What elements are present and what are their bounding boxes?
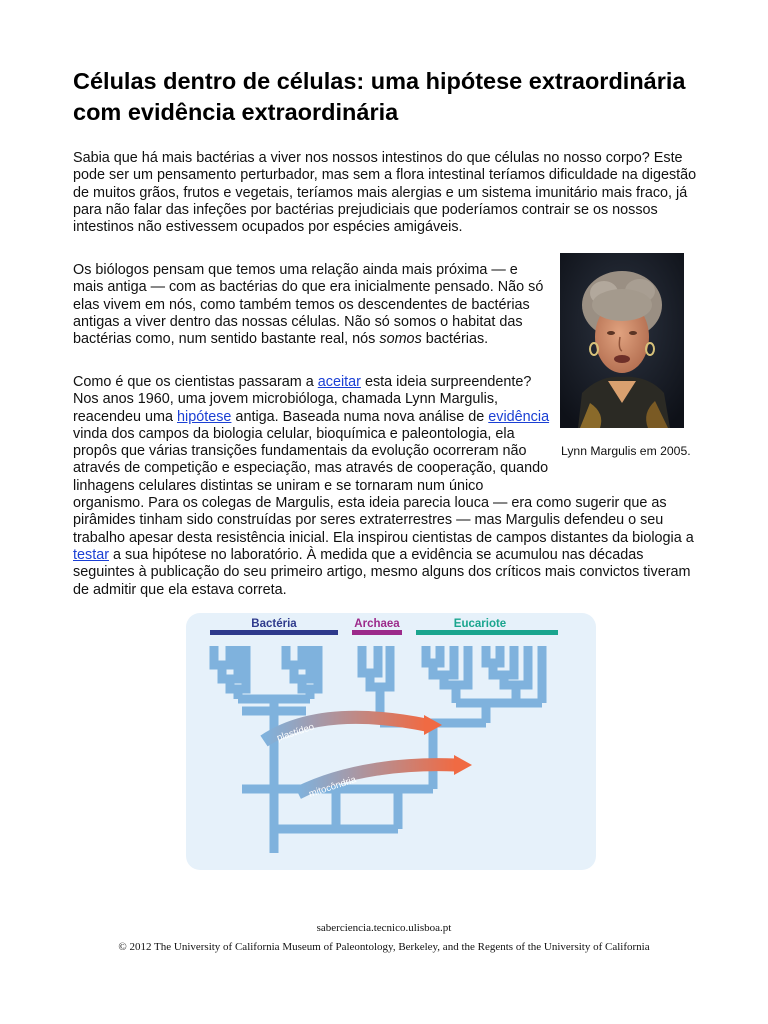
plastid-label: plastídeo xyxy=(275,721,316,744)
article-title: Células dentro de células: uma hipótese extraordinária com evidência extraordinária xyxy=(73,68,686,125)
eukaryote-bar xyxy=(416,630,558,635)
archaea-label: Archaea xyxy=(354,618,400,630)
link-aceitar[interactable]: aceitar xyxy=(317,374,361,390)
bacteria-bar xyxy=(210,630,338,635)
footer-copyright: © 2012 The University of California Museum of Paleontology, Berkeley, and the Regents of the University of California xyxy=(118,941,650,953)
paragraph-text-2: esta ideia surpreendente? Nos anos 1960, uma jovem microbióloga, chamada Lynn Margulis, reacendeu uma xyxy=(73,374,532,425)
paragraph-text: Os biólogos pensam que temos uma relação ainda mais próxima — e mais antiga — com as bactérias do que era inicialmente pensado. Não só elas vivem em nós, como também temos os descendentes de bactérias antigas a viver dentro das nossas células. Não só somos o habitat das bactérias como, num sentido bastante real, nós xyxy=(73,262,544,348)
portrait-photo xyxy=(560,253,684,428)
link-evidencia[interactable]: evidência xyxy=(488,408,550,425)
emphasis-somos: somos xyxy=(379,331,422,348)
footer-site: saberciencia.tecnico.ulisboa.pt xyxy=(316,922,452,934)
paragraph-intro: Sabia que há mais bactérias a viver nos nossos intestinos do que células no nosso corpo? Este pode ser um pensamento perturbador, mas sem a flora intestinal teríamos dificuldade na digestão de muitos grãos, frutos e vegetais, teríamos mais alergias e um sistema imunitário mais fraco, já para não falar das infeções por bactérias prejudiciais que poderíamos contrair se os nossos intestinos não estivessem ocupados por espécies amigáveis. xyxy=(73,150,697,236)
paragraph-text-5: a sua hipótese no laboratório. À medida que a evidência se acumulou nas décadas seguintes à publicação do seu primeiro artigo, mesmo alguns dos críticos mais convictos tiveram de admitir que ela estava correta. xyxy=(73,546,691,598)
link-hipotese[interactable]: hipótese xyxy=(177,408,232,425)
paragraph-text-1: Como é que os cientistas passaram a xyxy=(73,374,318,390)
paragraph-relationship xyxy=(73,262,551,348)
paragraph-text-4: vinda dos campos da biologia celular, bioquímica e paleontologia, ela propôs que várias transições fundamentais da evolução ocorreram não através de competição e especiação, mas através de cooperação, quando linhagens celulares distintas se uniram e se tornaram num único organismo. Para os colegas de Margulis, esta ideia parecia louca — era como sugerir que as pirâmides tinham sido construídas por seres extraterrestres — mas Margulis defendeu o seu trabalho apesar desta resistência inicial. Ela inspirou cientistas de campos distantes da biologia a xyxy=(73,425,694,546)
archaea-bar xyxy=(352,630,402,635)
paragraph-text-end: bactérias. xyxy=(421,331,489,348)
link-testar[interactable]: testar xyxy=(73,546,109,563)
photo-caption: Lynn Margulis em 2005. xyxy=(561,444,691,458)
mitochondria-label: mitocôndria xyxy=(307,774,358,800)
eukaryote-label: Eucariote xyxy=(453,618,507,630)
bacteria-label: Bactéria xyxy=(251,618,297,630)
paragraph-text-3: antiga. Baseada numa nova análise de xyxy=(231,408,489,425)
portrait-illustration xyxy=(560,253,684,428)
tree-of-life-diagram xyxy=(186,613,596,870)
